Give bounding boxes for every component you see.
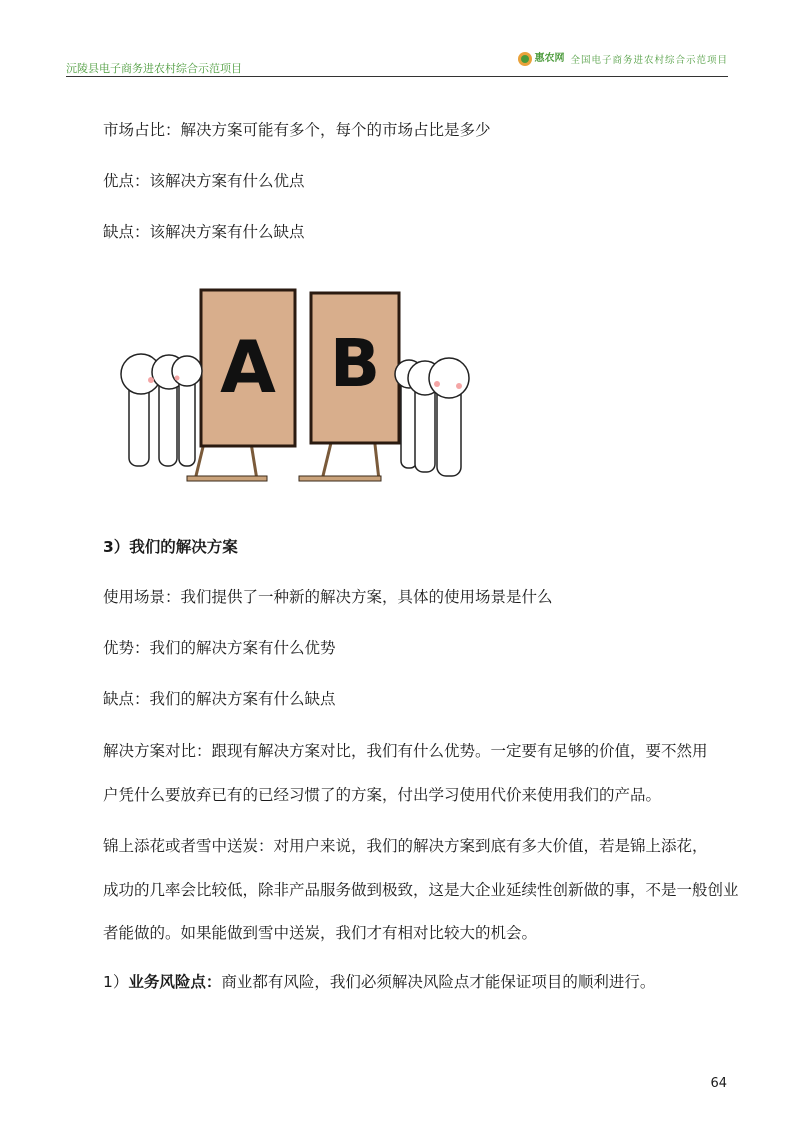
people-left	[121, 354, 202, 466]
section-heading-our-solution: 3）我们的解决方案	[103, 538, 238, 556]
leaf-icon	[518, 52, 532, 66]
header-program-title: 全国电子商务进农村综合示范项目	[570, 55, 728, 66]
paragraph-value-line3: 者能做的。如果能做到雪中送炭，我们才有相对比较大的机会。	[103, 924, 538, 942]
header-project-title: 沅陵县电子商务进农村综合示范项目	[66, 62, 242, 75]
board-a-letter: A	[220, 325, 276, 409]
paragraph-use-case: 使用场景：我们提供了一种新的解决方案，具体的使用场景是什么	[103, 588, 553, 606]
list-number: 1）	[103, 973, 129, 991]
paragraph-value-line2: 成功的几率会比较低，除非产品服务做到极致，这是大企业延续性创新做的事，不是一般创业	[103, 881, 739, 899]
ab-comparison-illustration	[107, 268, 493, 498]
paragraph-business-risk	[103, 972, 655, 992]
board-b-letter: B	[329, 325, 381, 402]
paragraph-market-share: 市场占比：解决方案可能有多个，每个的市场占比是多少	[103, 121, 491, 139]
brand-logo-text: 惠农网	[534, 53, 565, 64]
risk-label: 业务风险点：	[128, 973, 222, 991]
paragraph-comparison-line1: 解决方案对比：跟现有解决方案对比，我们有什么优势。一定要有足够的价值，要不然用	[103, 742, 708, 760]
paragraph-value-line1: 锦上添花或者雪中送炭：对用户来说，我们的解决方案到底有多大价值，若是锦上添花，	[103, 837, 708, 855]
paragraph-our-advantages: 优势：我们的解决方案有什么优势	[103, 639, 336, 657]
risk-text: 商业都有风险，我们必须解决风险点才能保证项目的顺利进行。	[221, 973, 656, 991]
paragraph-advantages: 优点：该解决方案有什么优点	[103, 172, 305, 190]
brand-logo	[518, 52, 564, 66]
paragraph-disadvantages: 缺点：该解决方案有什么缺点	[103, 223, 305, 241]
header-brand	[518, 52, 728, 66]
people-right	[395, 358, 469, 476]
paragraph-our-disadvantages: 缺点：我们的解决方案有什么缺点	[103, 690, 336, 708]
page-number: 64	[710, 1076, 727, 1091]
page-header	[66, 52, 728, 77]
paragraph-comparison-line2: 户凭什么要放弃已有的已经习惯了的方案，付出学习使用代价来使用我们的产品。	[103, 786, 662, 804]
